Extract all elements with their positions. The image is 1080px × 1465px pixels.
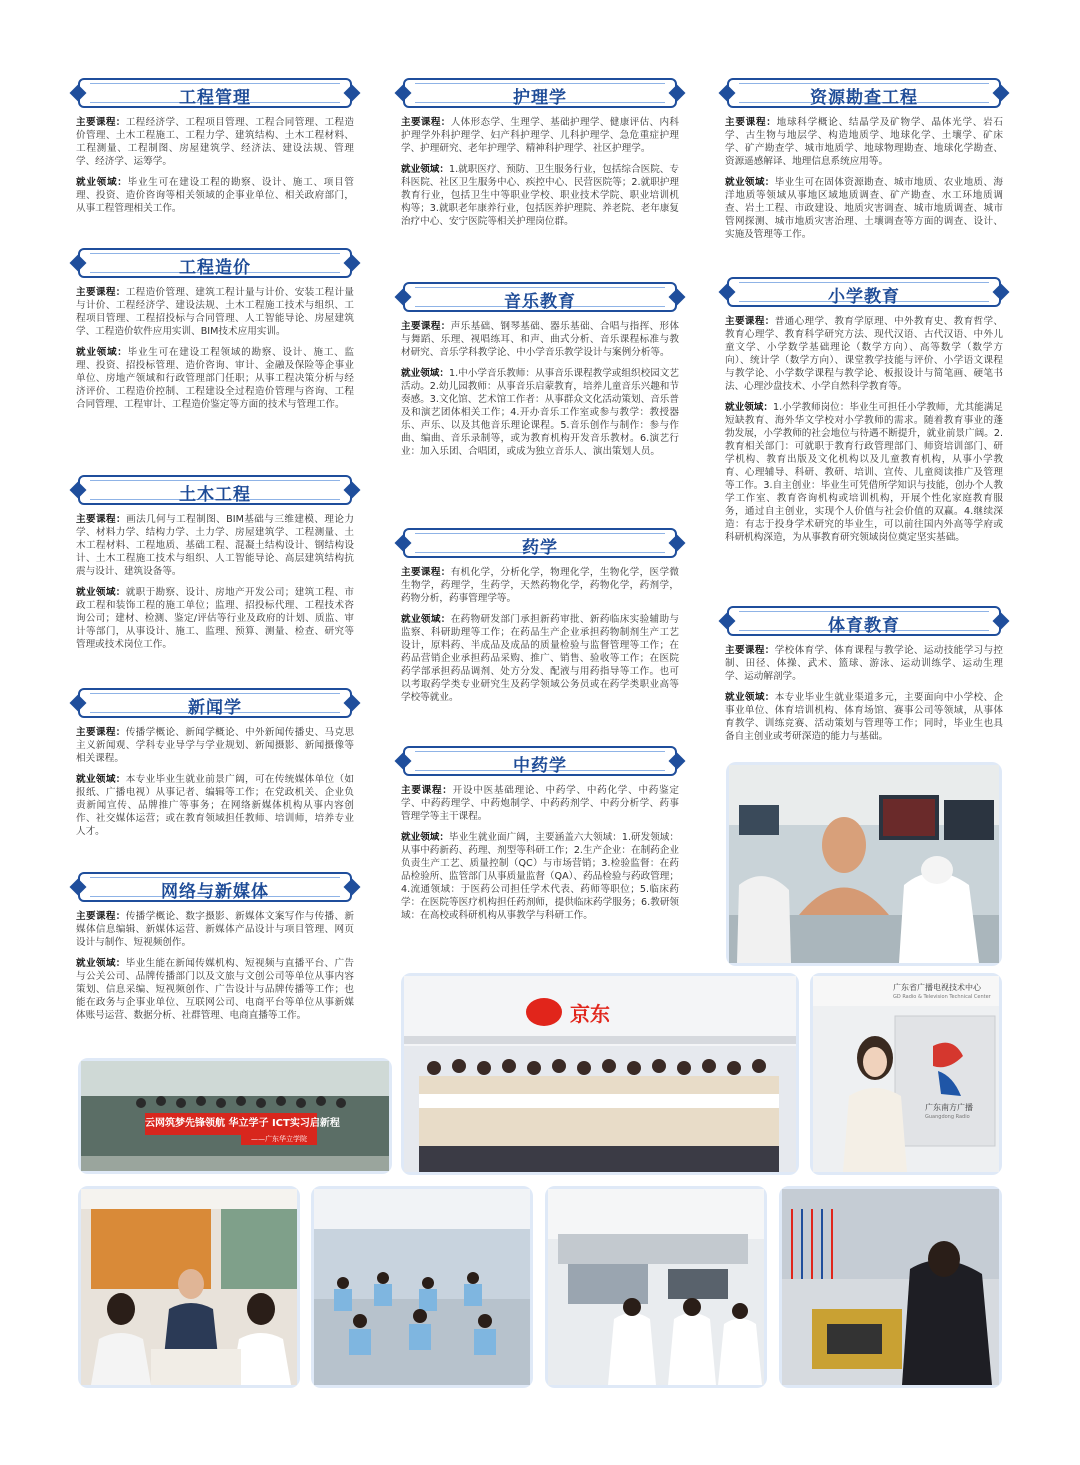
career-label: 就业领域： [725, 177, 775, 188]
main-courses [725, 116, 1003, 168]
career-fields [401, 367, 679, 458]
section-banner [403, 282, 677, 312]
career-text: 毕业生能在新闻传媒机构、短视频与直播平台、广告与公关公司、品牌传播部门以及文旅与文创公司等单位从事内容策划、信息采编、短视频创作、广告设计与品牌传播等工作；也能在政务与企事业单位、互联网公司、电商平台等单位从事新媒体账号运营、数据分析、社群管理、电商直播等工作。 [76, 958, 355, 1021]
broadcast-header-en: GD Radio & Television Technical Center [893, 994, 991, 1000]
section-title: 中药学 [513, 756, 567, 776]
career-fields [401, 163, 679, 228]
course-text: 声乐基础、钢琴基础、器乐基础、合唱与指挥、形体与舞蹈、乐理、视唱练耳、和声、曲式分析、音乐课程标准与教材研究、音乐学科教学论、中小学音乐教学设计与案例分析等。 [401, 321, 680, 358]
section-banner [403, 746, 677, 776]
career-text: 毕业生可在建设工程的勘察、设计、施工、项目管理、投资、造价咨询等相关领域的企事业单位、相关政府部门，从事工程管理相关工作。 [76, 177, 355, 214]
main-courses [725, 315, 1003, 393]
section-title: 网络与新媒体 [161, 882, 269, 902]
career-label: 就业领域： [401, 164, 450, 175]
section-engineering-cost [76, 248, 354, 411]
career-fields [725, 691, 1003, 743]
career-text: 本专业毕业生就业渠道多元，主要面向中小学校、企事业单位、体育培训机构、体育场馆、赛事公司等领域，从事体育教学、训练竞赛、活动策划与管理等工作；同时，毕业生也具备自主创业或考研深造的能力与基础。 [725, 692, 1004, 742]
course-label: 主要课程： [76, 514, 127, 525]
internship-banner-org: ——广东华立学院 [241, 1133, 317, 1145]
course-label: 主要课程： [401, 117, 451, 128]
section-banner [727, 277, 1001, 307]
career-fields [76, 176, 354, 215]
section-title: 体育教育 [828, 616, 900, 636]
career-label: 就业领域： [401, 614, 451, 625]
section-primary-education [725, 277, 1003, 544]
section-title: 护理学 [513, 88, 567, 108]
section-journalism [76, 688, 354, 838]
section-title: 药学 [522, 538, 558, 558]
career-fields [725, 176, 1003, 241]
main-courses [401, 320, 679, 359]
photo-classroom [78, 1186, 300, 1388]
section-banner [78, 248, 352, 278]
broadcast-header: 广东省广播电视技术中心 [893, 983, 981, 992]
main-courses [401, 116, 679, 155]
section-banner [78, 475, 352, 505]
section-banner [78, 78, 352, 108]
section-physical-education [725, 606, 1003, 743]
photo-nursing-lab [726, 762, 1002, 966]
classroom-image [81, 1189, 297, 1385]
dance-image [314, 1189, 530, 1385]
career-text: 1.就职医疗、预防、卫生服务行业，包括综合医院、专科医院、社区卫生服务中心、疾控中心、民营医院等；2.就职护理教育行业，包括卫生中等职业学校、职业技术学院、职业培训机构等；3.就职老年康养行业，包括医养护理院、养老院、老年康复治疗中心、安宁医院等相关护理岗位群。 [401, 164, 680, 227]
section-title: 土木工程 [179, 485, 251, 505]
course-label: 主要课程： [725, 117, 777, 128]
career-label: 就业领域： [76, 774, 126, 785]
career-label: 就业领域： [76, 177, 128, 188]
photo-chem-lab [545, 1186, 767, 1388]
section-engineering-management [76, 78, 354, 215]
nursing-lab-image [729, 765, 999, 963]
career-label: 就业领域： [401, 368, 450, 379]
section-title: 新闻学 [188, 698, 242, 718]
career-label: 就业领域： [725, 692, 775, 703]
career-text: 1.中小学音乐教师：从事音乐课程教学或组织校园文艺活动。2.幼儿园教师：从事音乐启蒙教育，培养儿童音乐兴趣和节奏感。3.文化馆、艺术馆工作者：从事群众文化活动策划、音乐普及和演艺团体相关工作；4.开办音乐工作室或参与教学：教授器乐、声乐、以及其他音乐理论课程。5.音乐创作与制作：参与作曲、编曲、音乐录制等，或为教育机构开发音乐教材。6.演艺行业：加入乐团、合唱团，或成为独立音乐人、演出策划人员。 [401, 368, 680, 457]
course-text: 传播学概论、新闻学概论、中外新闻传播史、马克思主义新闻观、学科专业导学与学业规划、新闻摄影、新闻摄像等相关课程。 [76, 727, 355, 764]
career-label: 就业领域： [76, 958, 126, 969]
career-text: 1.小学教师岗位：毕业生可担任小学教师，尤其能满足短缺教育、海外华文学校对小学教师的需求。随着教育事业的蓬勃发展，小学教师的社会地位与待遇不断提升，就业前景广阔。2.教育相关部门：可就职于教育行政管理部门、师资培训部门、研学机构、教育出版及文化机构以及儿童教育机构，从事小学教育、心理辅导、科研、教研、培训、宣传、儿童阅读推广及管理等工作。3.自主创业：毕业生可凭借所学知识与技能，创办个人教学工作室、教育咨询机构或培训机构，开展个性化家庭教育服务，通过自主创业，实现个人价值与社会价值的双赢。4.继续深造：有志于投身学术研究的毕业生，可以前往国内外高等学府或科研机构深造，为从事教育研究领域岗位奠定坚实基础。 [725, 402, 1004, 543]
section-title: 资源勘查工程 [810, 88, 918, 108]
course-text: 画法几何与工程制图、BIM基础与三维建模、理论力学、材料力学、结构力学、土力学、房屋建筑学、工程测量、土木工程材料、工程地质、基础工程、混凝土结构设计、钢结构设计、土木工程施工技术与组织、人工智能导论、高层建筑结构抗震与设计、建筑设备等。 [76, 514, 354, 577]
section-music-education [401, 282, 679, 458]
course-text: 工程经济学、工程项目管理、工程合同管理、工程造价管理、土木工程施工、工程力学、建筑结构、土木工程材料、工程测量、工程制图、房屋建筑学、经济法、建设法规、管理学、经济学、运筹学。 [76, 117, 355, 167]
course-label: 主要课程： [76, 117, 126, 128]
career-label: 就业领域： [401, 832, 450, 843]
course-text: 普通心理学、教育学原理、中外教育史、教育哲学、教育心理学、教育科学研究方法、现代汉语、古代汉语、中外儿童文学、小学数学基础理论（数学方向）、高等数学（数学方向）、统计学（数学方向）、课堂教学技能与评价、小学语文课程与教学论、小学数学课程与教学论、板报设计与简笔画、硬笔书法、心理沙盘技术、小学自然科学教育等。 [725, 316, 1004, 392]
course-text: 有机化学，分析化学，物理化学，生物化学，医学微生物学，药理学，生药学，天然药物化学，药物化学，药剂学，药物分析，药事管理学等。 [401, 567, 680, 604]
career-fields [76, 957, 354, 1022]
broadcast-logo-en: Guangdong Radio [925, 1114, 970, 1120]
course-text: 开设中医基础理论、中药学、中药化学、中药鉴定学、中药药理学、中药炮制学、中药药剂学、中药分析学、药事管理学等主干课程。 [401, 785, 680, 822]
chem-lab-image [548, 1189, 764, 1385]
career-fields [401, 831, 679, 922]
career-text: 本专业毕业生就业前景广阔，可在传统媒体单位（如报纸、广播电视）从事记者、编辑等工作；在党政机关、企业负责新闻宣传、品牌推广等事务；在网络新媒体机构从事内容创作、社交媒体运营；或在教育领域担任教师、培训师，培养专业人才。 [76, 774, 355, 837]
section-pharmacy [401, 528, 679, 704]
career-text: 毕业生可在固体资源勘查、城市地质、农业地质、海洋地质等领域从事地区域地质调查、矿产勘查、水工环地质调查、岩土工程、市政建设、地质灾害调查、城市地质调查、城市管网探测、城市地质灾害治理、土壤调查等方面的调查、设计、实施及管理等工作。 [725, 177, 1004, 240]
electrical-lab-image [782, 1189, 999, 1385]
career-text: 就职于勘察、设计、房地产开发公司；建筑工程、市政工程和装饰工程的施工单位；监理、招投标代理、工程技术咨询公司；建材、检测、鉴定/评估等行业及政府的计划、质监、审计等部门，从事设计、施工、监理、预算、测量、检查、研究等管理或技术岗位工作。 [76, 587, 355, 650]
photo-dance-studio [311, 1186, 533, 1388]
photo-jd-visit [401, 973, 799, 1175]
section-title: 小学教育 [828, 287, 900, 307]
main-courses [76, 910, 354, 949]
course-label: 主要课程： [401, 321, 451, 332]
section-banner [78, 688, 352, 718]
internship-banner: 云网筑梦先锋领航 华立学子 ICT实习启新程 [145, 1113, 317, 1135]
section-title: 工程管理 [179, 88, 251, 108]
section-banner [403, 528, 677, 558]
course-text: 传播学概论、数字摄影、新媒体文案写作与传播、新媒体信息编辑、新媒体运营、新媒体产品设计与项目管理、网页设计与制作、短视频创作。 [76, 911, 355, 948]
section-new-media [76, 872, 354, 1022]
section-banner [727, 78, 1001, 108]
main-courses [76, 286, 354, 338]
course-text: 学校体育学、体育课程与教学论、运动技能学习与控制、田径、体操、武术、篮球、游泳、运动训练学、运动生理学、运动解剖学。 [725, 645, 1004, 682]
career-label: 就业领域： [76, 347, 128, 358]
photo-electrical-lab [779, 1186, 1002, 1388]
career-fields [401, 613, 679, 704]
career-text: 毕业生可在建设工程领域的勘察、设计、施工、监理、投资、招投标管理、造价咨询、审计、金融及保险等企事业单位、房地产领域和行政管理部门任职；从事工程决策分析与经济评价、工程造价控制、工程建设全过程造价管理与咨询、工程合同管理、工程审计、工程造价鉴定等方面的技术与管理工作。 [76, 347, 355, 410]
jd-logo: 京东 [570, 1002, 610, 1026]
section-banner [727, 606, 1001, 636]
main-courses [76, 513, 354, 578]
career-text: 毕业生就业面广阔，主要涵盖六大领域：1.研发领域：从事中药新药、药理、剂型等科研工作；2.生产企业：在制药企业负责生产工艺、质量控制（QC）与市场营销；3.检验监督：在药品检验所、监管部门从事质量监督（QA）、药品检验与药政管理；4.流通领域：于医药公司担任学术代表、药师等职位；5.临床药学：在医院等医疗机构担任药剂师，提供临床药学服务；6.教研领域：在高校或科研机构从事教学与科研工作。 [401, 832, 680, 921]
section-nursing [401, 78, 679, 228]
career-text: 在药物研发部门承担新药审批、新药临床实验辅助与监察、科研助理等工作；在药品生产企业承担药物制剂生产工艺设计，原料药、半成品及成品的质量检验与监督管理等工作；在药品营销企业承担药品采购、推广、销售、验收等工作；在医院药学部承担药品调剂、处方分发、配液与用药指导等工作。也可以考取药学类专业研究生及药学领域公务员或在药学类职业高等学校等就业。 [401, 614, 680, 703]
main-courses [725, 644, 1003, 683]
main-courses [76, 116, 354, 168]
main-courses [401, 566, 679, 605]
career-fields [76, 773, 354, 838]
section-civil-engineering [76, 475, 354, 651]
course-label: 主要课程： [401, 567, 451, 578]
section-title: 音乐教育 [504, 292, 576, 312]
course-label: 主要课程： [725, 645, 775, 656]
photo-ict-internship [78, 1058, 392, 1174]
main-courses [401, 784, 679, 823]
course-label: 主要课程： [76, 911, 126, 922]
section-banner [403, 78, 677, 108]
main-courses [76, 726, 354, 765]
broadcast-logo-name: 广东南方广播 [925, 1103, 973, 1112]
course-label: 主要课程： [76, 287, 126, 298]
course-label: 主要课程： [76, 727, 126, 738]
course-text: 人体形态学、生理学、基础护理学、健康评估、内科护理学外科护理学、妇产科护理学、儿科护理学、急危重症护理学、护理研究、老年护理学、精神科护理学、社区护理学。 [401, 117, 680, 154]
career-fields [76, 346, 354, 411]
photo-broadcast-center [810, 973, 1002, 1175]
course-label: 主要课程： [725, 316, 775, 327]
section-banner [78, 872, 352, 902]
section-chinese-pharmacy [401, 746, 679, 922]
career-fields [725, 401, 1003, 544]
broadcast-image [813, 976, 999, 1172]
course-text: 地球科学概论、结晶学及矿物学、晶体光学、岩石学、古生物与地层学、构造地质学、地球化学、土壤学、矿床学、矿产勘查学、城市地质学、地球物理勘查、地球化学勘查、资源遥感解译、地理信息系统应用等。 [725, 117, 1004, 167]
career-fields [76, 586, 354, 651]
career-label: 就业领域： [725, 402, 774, 413]
course-text: 工程造价管理、建筑工程计量与计价、安装工程计量与计价、工程经济学、建设法规、土木工程施工技术与组织、工程项目管理、工程招投标与合同管理、人工智能导论、房屋建筑学、工程造价软件应用实训、BIM技术应用实训。 [76, 287, 355, 337]
section-resource-exploration [725, 78, 1003, 241]
career-label: 就业领域： [76, 587, 126, 598]
course-label: 主要课程： [401, 785, 453, 796]
section-title: 工程造价 [179, 258, 251, 278]
